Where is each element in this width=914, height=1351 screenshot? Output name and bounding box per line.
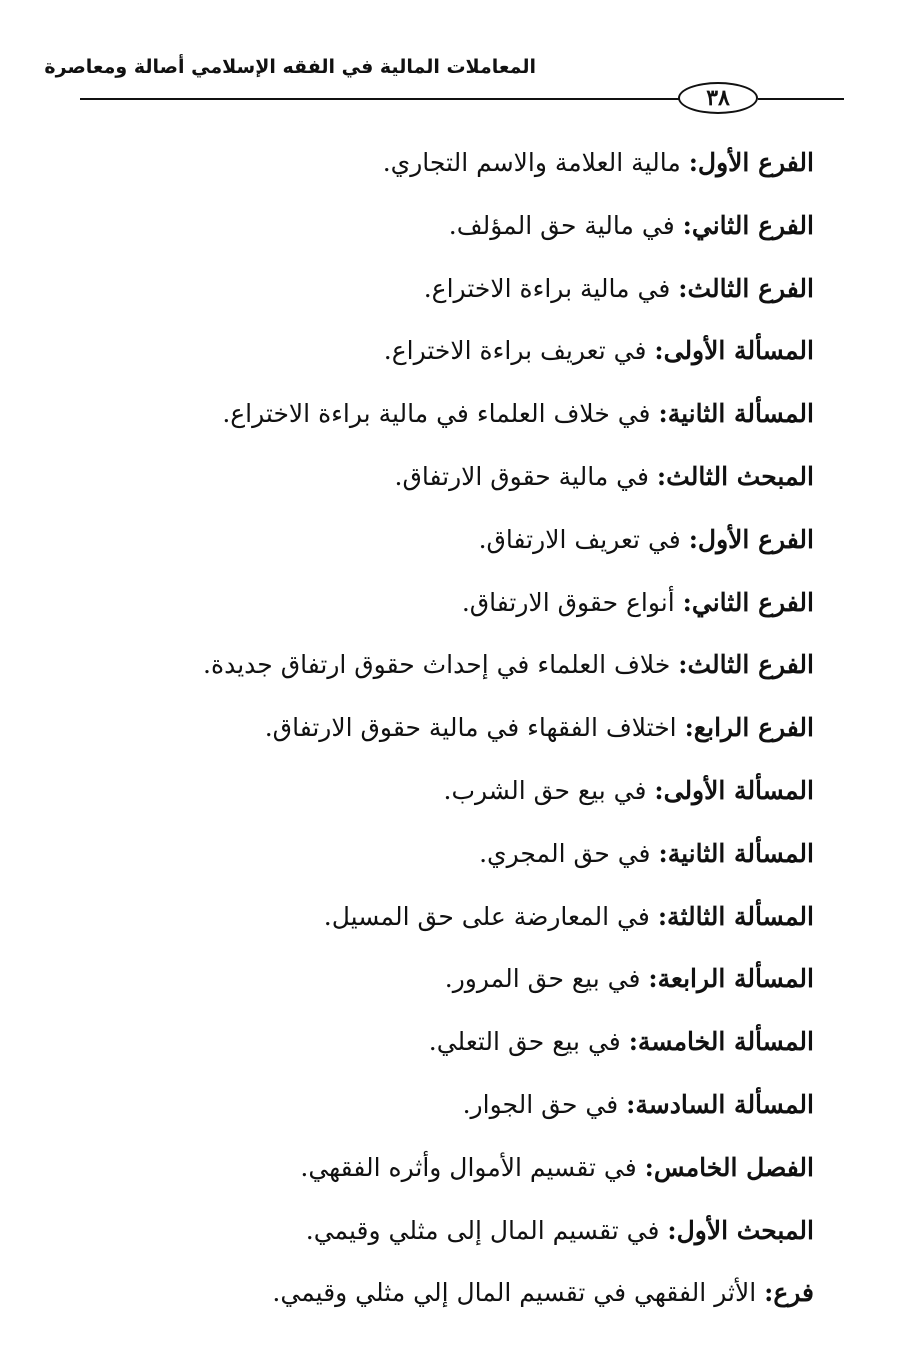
- entry-label: الفرع الأول:: [688, 524, 814, 554]
- entry-label: الفرع الأول:: [688, 148, 814, 177]
- entry-label: فرع:: [764, 1278, 814, 1308]
- entry-text: في حق المجري.: [479, 838, 651, 868]
- toc-entry: [134, 831, 814, 894]
- entry-label: الفرع الثاني:: [682, 587, 814, 617]
- toc-entry: [134, 266, 814, 329]
- entry-label: المبحث الأول:: [667, 1215, 814, 1245]
- entry-text: أنواع حقوق الارتفاق.: [461, 587, 675, 617]
- entry-label: الفرع الثالث:: [678, 273, 814, 303]
- entry-text: اختلاف الفقهاء في مالية حقوق الارتفاق.: [264, 713, 677, 743]
- entry-text: في المعارضة على حق المسيل.: [323, 901, 650, 931]
- entry-label: المبحث الثالث:: [656, 461, 814, 491]
- toc-entry: [134, 517, 814, 580]
- entry-label: المسألة الرابعة:: [648, 964, 814, 994]
- entry-label: المسألة الأولى:: [654, 336, 814, 366]
- entry-text: في بيع حق الشرب.: [443, 775, 647, 805]
- entry-label: الفرع الرابع:: [684, 713, 814, 743]
- entry-label: المسألة الثالثة:: [657, 901, 814, 931]
- entry-label: المسألة السادسة:: [626, 1089, 814, 1119]
- toc-entry: [134, 1082, 814, 1145]
- toc-entry: [134, 642, 814, 705]
- entry-label: المسألة الثانية:: [658, 399, 814, 429]
- entry-label: الفرع الثالث:: [678, 650, 814, 680]
- entry-text: مالية العلامة والاسم التجاري.: [382, 148, 681, 177]
- toc-entry: [134, 894, 814, 957]
- header-rule: [758, 98, 844, 100]
- toc-entry: [134, 454, 814, 517]
- header-rule: [80, 98, 680, 100]
- entry-label: الفصل الخامس:: [644, 1152, 814, 1182]
- running-title: المعاملات المالية في الفقه الإسلامي أصالة ومعاصرة: [44, 56, 536, 78]
- entry-label: المسألة الأولى:: [654, 775, 814, 805]
- toc-entry: [134, 580, 814, 643]
- toc-entry: [134, 705, 814, 768]
- entry-label: الفرع الثاني:: [682, 210, 814, 240]
- entry-text: في خلاف العلماء في مالية براءة الاختراع.: [222, 399, 651, 429]
- entry-text: في تقسيم المال إلى مثلي وقيمي.: [305, 1215, 660, 1245]
- entry-text: في تقسيم الأموال وأثره الفقهي.: [300, 1152, 637, 1182]
- toc-entry: [134, 768, 814, 831]
- entry-text: في مالية براءة الاختراع.: [423, 273, 671, 303]
- entry-text: في مالية حق المؤلف.: [448, 210, 675, 240]
- entry-label: المسألة الخامسة:: [628, 1027, 814, 1057]
- toc-entry: [134, 391, 814, 454]
- entry-text: في بيع حق المرور.: [444, 964, 641, 994]
- entry-text: في مالية حقوق الارتفاق.: [394, 461, 649, 491]
- entry-label: المسألة الثانية:: [658, 838, 814, 868]
- toc-entry: [134, 203, 814, 266]
- entry-text: الأثر الفقهي في تقسيم المال إلي مثلي وقيمي.: [272, 1278, 757, 1308]
- entry-text: في بيع حق التعلي.: [428, 1027, 621, 1057]
- toc-entry: [134, 1145, 814, 1208]
- entry-text: في تعريف الارتفاق.: [478, 524, 681, 554]
- entry-text: في حق الجوار.: [462, 1089, 619, 1119]
- entry-text: في تعريف براءة الاختراع.: [383, 336, 647, 366]
- toc-entry: [134, 1208, 814, 1271]
- page-number-badge: ٣٨: [678, 82, 758, 114]
- toc-entry: [134, 1270, 814, 1333]
- toc-entry: [134, 140, 814, 203]
- toc-list: [134, 140, 814, 1333]
- toc-entry: [134, 956, 814, 1019]
- entry-text: خلاف العلماء في إحداث حقوق ارتفاق جديدة.: [203, 650, 671, 680]
- toc-entry: [134, 328, 814, 391]
- toc-entry: [134, 1019, 814, 1082]
